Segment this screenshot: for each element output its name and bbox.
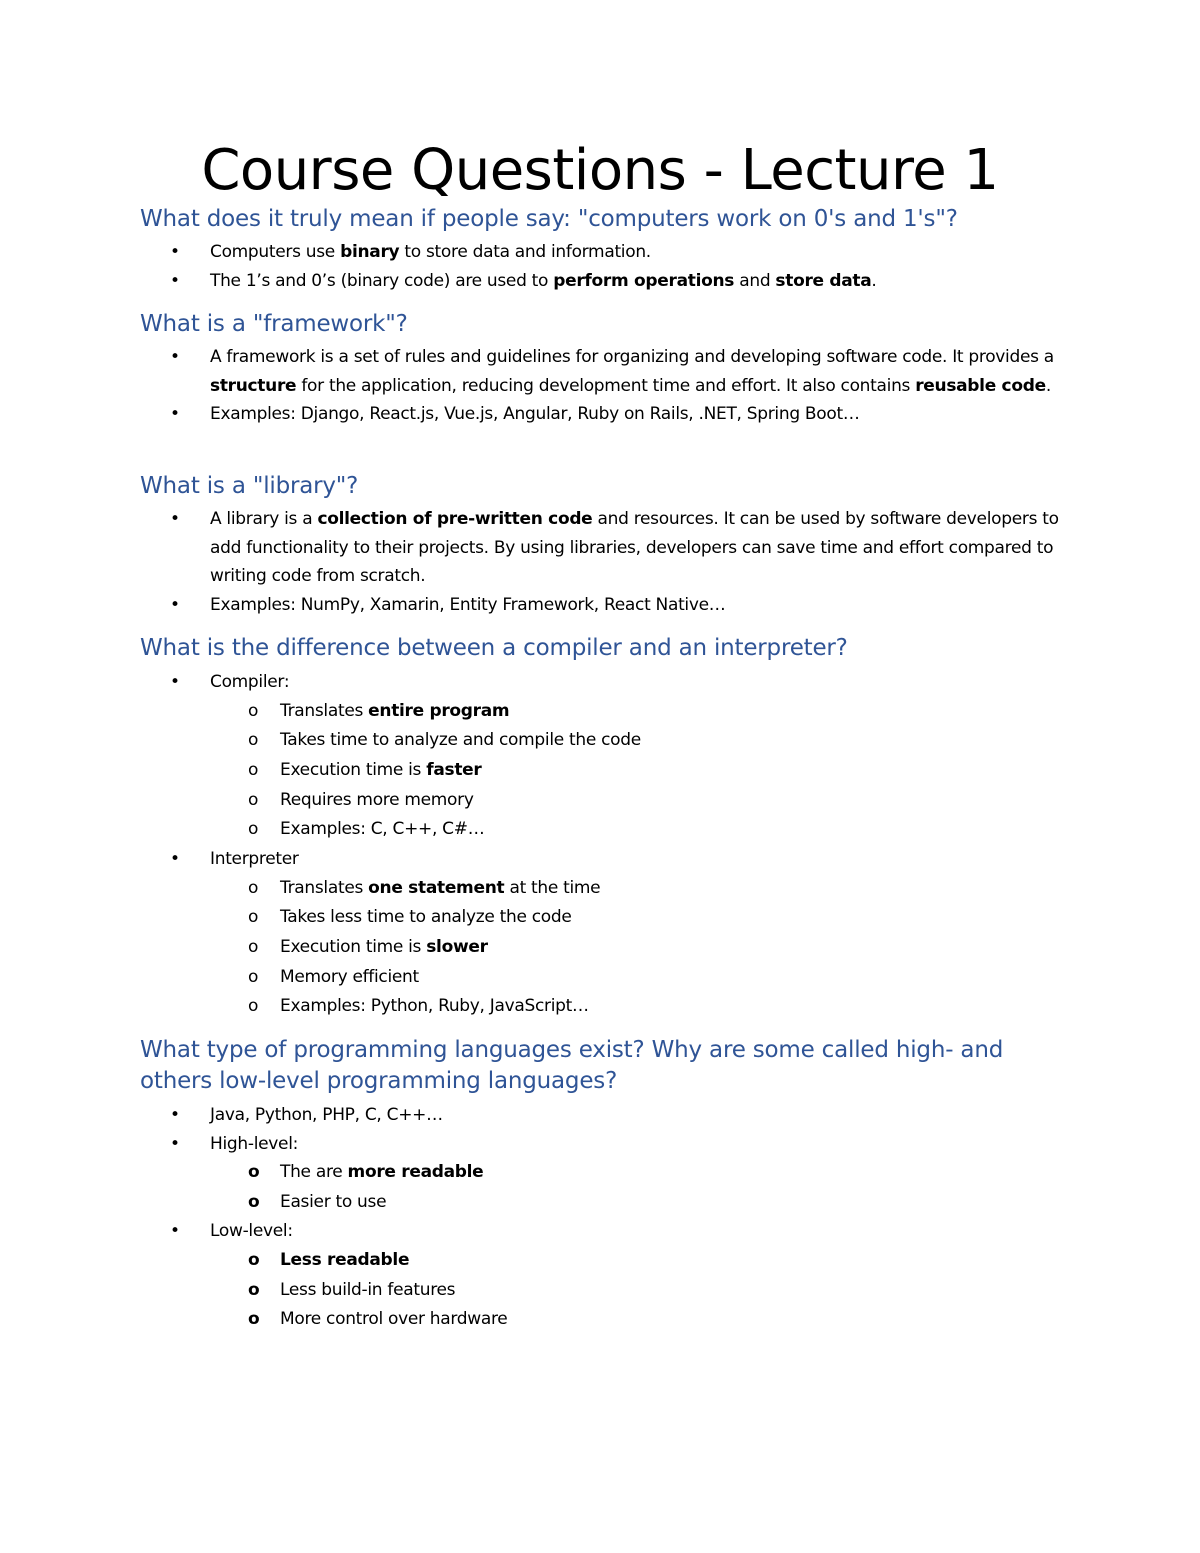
sub-list: [210, 697, 1070, 846]
sub-item: o Execution time is slower: [140, 933, 1070, 963]
section-library: [140, 471, 1070, 619]
sub-item: o Translates entire program: [140, 697, 1070, 727]
sub-item: o Requires more memory: [140, 786, 1070, 816]
list-item: • A framework is a set of rules and guidelines for organizing and developing software code. It provides a structure for the application, reducing development time and effort. It also contains reusable code.: [140, 343, 1070, 400]
sub-item: o Examples: Python, Ruby, JavaScript…: [140, 992, 1070, 1022]
list-item-compiler: • Compiler: o Translates entire program o Takes time to analyze and compile the code o Execution time is faster o Requires more memory o Examples: C, C++, C#…: [140, 668, 1070, 845]
sub-marker: o: [248, 730, 259, 751]
list-item: • Computers use binary to store data and information.: [140, 238, 1070, 267]
section-heading: What is a "framework"?: [140, 311, 408, 337]
bullet-marker: •: [170, 1221, 180, 1242]
section-binary: [140, 204, 1070, 295]
section-framework: [140, 309, 1070, 429]
bullet-marker: •: [170, 594, 180, 615]
bullet-marker: •: [170, 1105, 180, 1125]
bullet-marker: •: [170, 1133, 180, 1154]
sub-item: o Takes time to analyze and compile the code: [140, 726, 1070, 756]
sub-marker: o: [248, 936, 259, 957]
sub-marker: o: [248, 1279, 260, 1300]
sub-marker: o: [248, 789, 259, 810]
sub-marker: o: [248, 996, 259, 1017]
bullet-marker: •: [170, 509, 180, 529]
section-heading: What is the difference between a compiler and an interpreter?: [140, 635, 848, 661]
sub-marker: o: [248, 759, 259, 780]
list-item: • The 1’s and 0’s (binary code) are used to perform operations and store data.: [140, 267, 1070, 296]
list-item-interpreter: • Interpreter o Translates one statement at the time o Takes less time to analyze the code o Execution time is slower o Memory efficient o Examples: Python, Ruby, JavaScript…: [140, 845, 1070, 1022]
bullet-marker: •: [170, 849, 180, 870]
bullet-marker: •: [170, 347, 180, 367]
bullet-list: [140, 505, 1070, 619]
sub-item: o Translates one statement at the time: [140, 874, 1070, 904]
sub-list: [210, 874, 1070, 1023]
list-item: • Java, Python, PHP, C, C++…: [140, 1101, 1070, 1130]
bullet-marker: •: [170, 270, 180, 291]
document-title: Course Questions - Lecture 1: [201, 138, 999, 203]
sub-item: o Execution time is faster: [140, 756, 1070, 786]
bullet-marker: •: [170, 672, 180, 692]
section-heading: What is a "library"?: [140, 473, 359, 499]
sub-marker: o: [248, 1191, 260, 1212]
bullet-list: [140, 343, 1070, 429]
sub-item: o More control over hardware: [140, 1305, 1070, 1335]
bullet-marker: •: [170, 404, 180, 424]
sub-marker: o: [248, 907, 259, 928]
list-item-low-level: • Low-level: o Less readable o Less build-in features o More control over hardware: [140, 1217, 1070, 1335]
sub-item: o Easier to use: [140, 1188, 1070, 1218]
sub-marker: o: [248, 966, 259, 987]
section-language-levels: [140, 1035, 1070, 1335]
sub-item: o The are more readable: [140, 1158, 1070, 1188]
sub-item: o Memory efficient: [140, 963, 1070, 993]
sub-list: [210, 1158, 1070, 1217]
bullet-marker: •: [170, 242, 180, 262]
section-heading: What does it truly mean if people say: "computers work on 0's and 1's"?: [140, 206, 958, 232]
sub-marker: o: [248, 1249, 260, 1270]
list-item: • Examples: Django, React.js, Vue.js, Angular, Ruby on Rails, .NET, Spring Boot…: [140, 400, 1070, 429]
bullet-list: [140, 1101, 1070, 1335]
sub-item: o Takes less time to analyze the code: [140, 903, 1070, 933]
list-item: • Examples: NumPy, Xamarin, Entity Framework, React Native…: [140, 591, 1070, 620]
section-heading: What type of programming languages exist? Why are some called high- and others low-level programming languages?: [140, 1037, 1004, 1094]
list-item-high-level: • High-level: o The are more readable o Easier to use: [140, 1130, 1070, 1218]
sub-item: o Examples: C, C++, C#…: [140, 815, 1070, 845]
section-compiler-interpreter: [140, 633, 1070, 1022]
sub-item: o Less readable: [140, 1246, 1070, 1276]
sub-item: o Less build-in features: [140, 1276, 1070, 1306]
sub-marker: o: [248, 700, 259, 721]
sub-marker: o: [248, 877, 259, 898]
list-item: • A library is a collection of pre-written code and resources. It can be used by software developers to add functionality to their projects. By using libraries, developers can save time and effort compared to writing code from scratch.: [140, 505, 1070, 591]
sub-marker: o: [248, 1309, 260, 1330]
sub-marker: o: [248, 819, 259, 840]
sub-list: [210, 1246, 1070, 1335]
sub-marker: o: [248, 1162, 260, 1182]
bullet-list: [140, 668, 1070, 1022]
bullet-list: [140, 238, 1070, 295]
